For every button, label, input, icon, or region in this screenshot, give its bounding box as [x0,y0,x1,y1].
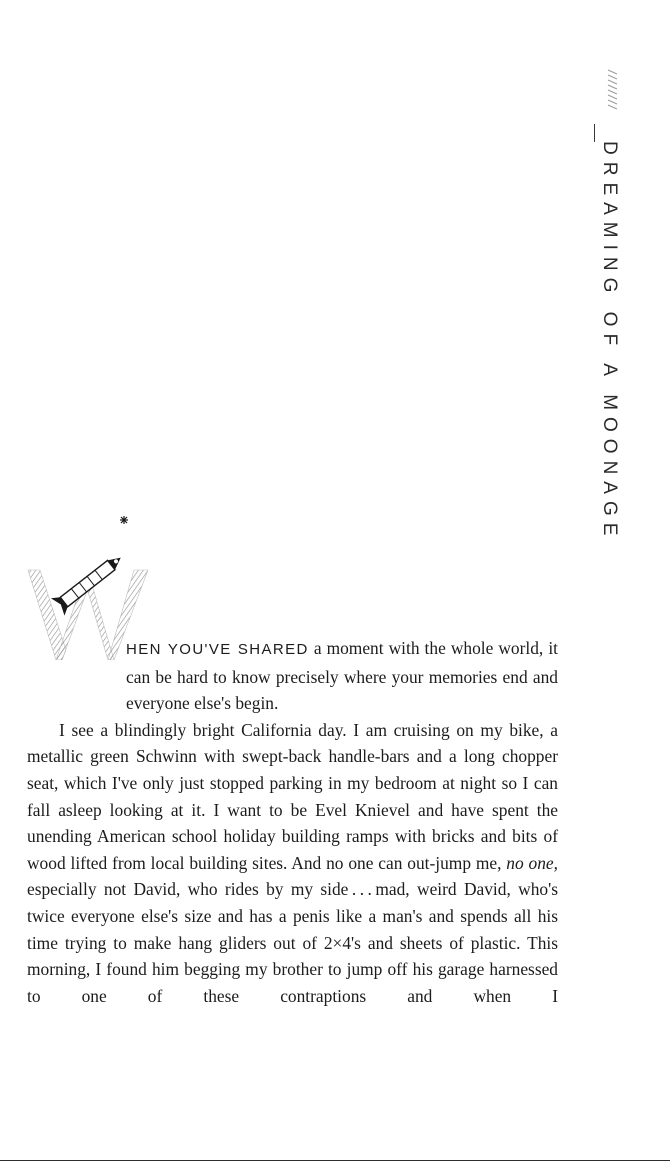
opening-small-caps: HEN YOU'VE SHARED [126,641,309,658]
body-text [27,635,558,1009]
page-bottom-edge [0,1160,670,1161]
chapter-title: DREAMING OF A MOONAGE [599,141,620,543]
chapter-divider [594,124,595,142]
paragraph-2-italic: no one, [506,852,558,873]
opening-line-indent [27,635,558,717]
chapter-ornament-icon [605,66,621,114]
paragraph-opening [27,635,558,717]
paragraph-2 [27,717,558,1010]
paragraph-2-text-a: I see a blindingly bright California day. I am cruising on my bike, a metallic green Schwinn with swept-back handle-bars and a long chopper seat, which I've only just stopped parking in my bedroom at night so I can fall asleep looking at it. I want to be Evel Knievel and have spent the unending American school holiday building ramps with bricks and bits of wood lifted from local building sites. And no one can out-jump me, [27,719,558,873]
opening-text: a moment with the whole world, it can be hard to know precisely where your memories end and everyone else's begin. [126,638,558,714]
paragraph-2-text-b: especially not David, who rides by my side . . . mad, weird David, who's twice everyone else's size and has a penis like a man's and spends all his time trying to make hang gliders out of 2×4's and sheets of plastic. This morning, I found him begging my brother to jump off his garage harnessed to one of these contraptions and when I [27,879,558,1006]
